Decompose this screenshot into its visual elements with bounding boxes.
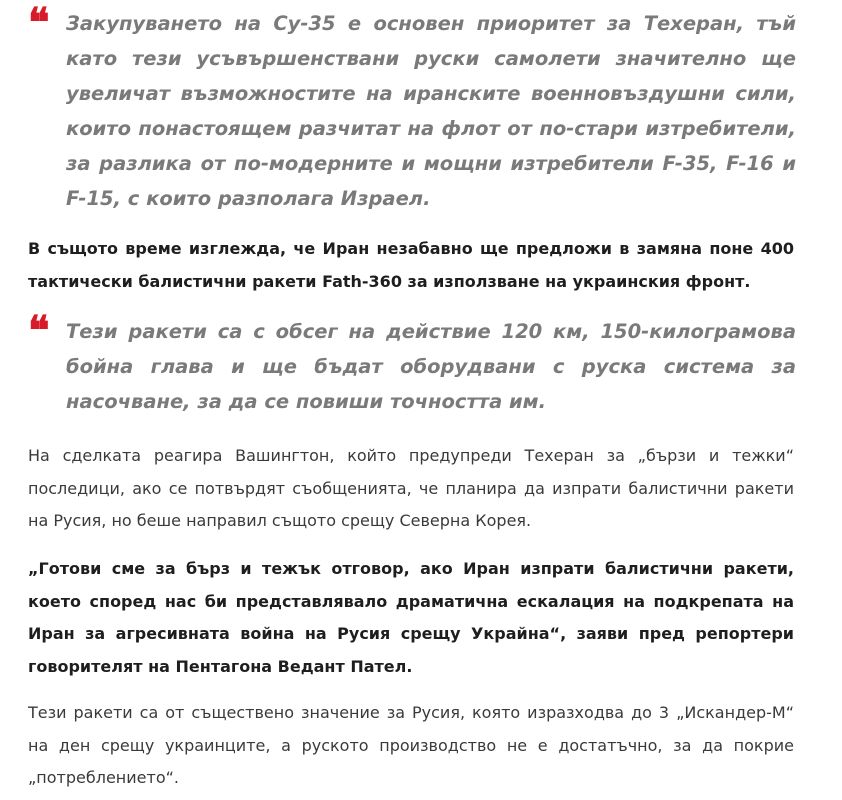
quote-icon: ❝	[28, 0, 44, 46]
blockquote-2	[28, 307, 796, 419]
blockquote-1	[28, 0, 796, 216]
paragraph-bold-1: В същото време изглежда, че Иран незабавно ще предложи в замяна поне 400 тактически балистични ракети Fath-360 за използване на украинския фронт.	[28, 239, 794, 291]
paragraph-bold-2: „Готови сме за бърз и тежък отговор, ако Иран изпрати балистични ракети, което според нас би представлявало драматична ескалация на подкрепата на Иран за агресивната война на Русия срещу Украйна“, заяви пред репортери говорителят на Пентагона Ведант Пател.	[28, 559, 794, 676]
quote-icon: ❝	[28, 307, 44, 354]
paragraph-1: На сделката реагира Вашингтон, който предупреди Техеран за „бързи и тежки“ последици, ако се потвърдят съобщенията, че планира да изпрати балистични ракети на Русия, но беше направил същото срещу Северна Корея.	[28, 446, 794, 530]
blockquote-text: Тези ракети са с обсег на действие 120 км, 150-килограмова бойна глава и ще бъдат оборудвани с руска система за насочване, за да се повиши точността им.	[66, 320, 796, 413]
paragraph-2: Тези ракети са от съществено значение за Русия, която изразходва до 3 „Искандер-М“ на ден срещу украинците, а руското производство не е достатъчно, за да покрие „потреблението“.	[28, 703, 794, 787]
blockquote-text: Закупуването на Су-35 е основен приоритет за Техеран, тъй като тези усъвършенствани руски самолети значително ще увеличат възможностите на иранските военновъздушни сили, които понастоящем разчитат на флот от по-стари изтребители, за разлика от по-модерните и мощни изтребители F-35, F-16 и F-15, с които разполага Израел.	[66, 12, 796, 210]
